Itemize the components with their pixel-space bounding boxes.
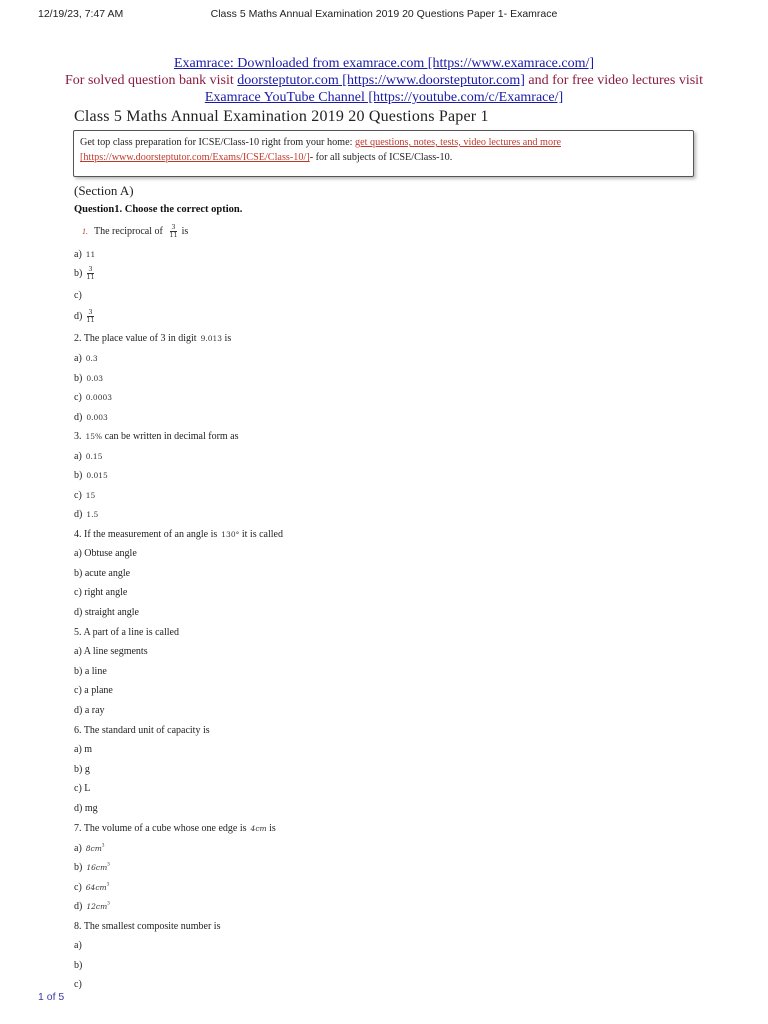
page-title: Class 5 Maths Annual Examination 2019 20 Questions Paper 1: [74, 108, 489, 125]
q4-post: it is called: [241, 529, 283, 540]
q5-option-b: b) a line: [74, 666, 107, 677]
exponent: 3: [106, 882, 110, 888]
q8-option-c: c): [74, 979, 82, 990]
print-page-title: Class 5 Maths Annual Examination 2019 20 Questions Paper 1- Examrace: [210, 8, 558, 20]
q4-option-a: a) Obtuse angle: [74, 548, 137, 559]
q3-text: can be written in decimal form as: [104, 431, 239, 442]
q7-option-b: [74, 862, 110, 873]
q1-frac-num: 3: [171, 223, 176, 231]
q5-option-c: c) a plane: [74, 685, 113, 696]
q5-option-d: d) a ray: [74, 705, 105, 716]
q2-option-c: [74, 392, 112, 403]
q3-stem: [74, 431, 239, 442]
q7-option-d: [74, 901, 110, 912]
q8-option-b: b): [74, 960, 83, 971]
banner-text-post: and for free video lectures visit: [524, 73, 703, 88]
q8-stem: 8. The smallest composite number is: [74, 921, 221, 932]
exponent: 3: [101, 843, 105, 849]
promo-text-post: - for all subjects of ICSE/Class-10.: [309, 152, 453, 163]
q2-math: 9.013: [200, 334, 223, 343]
option-value: 11: [85, 250, 96, 259]
option-label: c): [74, 290, 82, 301]
option-fraction: [86, 266, 94, 281]
promo-box: [73, 130, 694, 177]
q2-text: 2. The place value of 3 in digit: [74, 333, 197, 344]
q7-text: 7. The volume of a cube whose one edge is: [74, 823, 247, 834]
section-heading: (Section A): [74, 183, 134, 198]
q2-post: is: [224, 333, 232, 344]
promo-url-link[interactable]: [https://www.doorsteptutor.com/Exams/ICSE/Class-10/]: [80, 152, 310, 163]
q7-option-c: [74, 882, 109, 893]
option-value: 64cm: [85, 883, 107, 892]
q2-option-d: [74, 412, 108, 423]
option-label: b): [74, 470, 83, 481]
banner-text-pre: For solved question bank visit: [65, 73, 238, 88]
q5-option-a: a) A line segments: [74, 646, 148, 657]
option-label: d): [74, 310, 83, 322]
q1-text-post: is: [181, 225, 189, 237]
q3-math: 15%: [85, 432, 103, 441]
option-fraction: [86, 309, 94, 324]
q1-option-b: [74, 266, 99, 281]
option-label: d): [74, 901, 83, 912]
option-label: b): [74, 862, 83, 873]
option-value: 15: [85, 491, 96, 500]
exponent: 3: [107, 901, 110, 907]
q1-option-d: [74, 309, 99, 324]
option-value: 0.003: [86, 413, 108, 422]
option-value: 8cm: [85, 844, 102, 853]
q2-option-a: [74, 353, 98, 364]
q4-stem: [74, 529, 283, 540]
option-value: 12cm: [86, 902, 108, 911]
option-value: 0.0003: [85, 393, 113, 402]
q7-stem: [74, 823, 276, 834]
q4-option-d: d) straight angle: [74, 607, 139, 618]
option-value: 0.015: [86, 471, 108, 480]
option-label: a): [74, 353, 82, 364]
q2-stem: [74, 333, 231, 344]
option-label: c): [74, 882, 82, 893]
q5-stem: 5. A part of a line is called: [74, 627, 179, 638]
promo-text: Get top class preparation for ICSE/Class-10 right from your home:: [80, 137, 356, 148]
q1-fraction: [169, 224, 177, 239]
q3-pre: 3.: [74, 431, 82, 442]
option-label: b): [74, 373, 83, 384]
option-label: c): [74, 490, 82, 501]
option-label: c): [74, 392, 82, 403]
q2-option-b: [74, 373, 103, 384]
q6-stem: 6. The standard unit of capacity is: [74, 725, 210, 736]
youtube-channel-link[interactable]: Examrace YouTube Channel [https://youtube.com/c/Examrace/]: [204, 90, 564, 105]
option-label: a): [74, 249, 82, 260]
examrace-download-link[interactable]: Examrace: Downloaded from examrace.com [https://www.examrace.com/]: [173, 56, 595, 71]
exponent: 3: [107, 862, 110, 868]
q1-text: The reciprocal of: [94, 225, 163, 237]
q7-post: is: [269, 823, 276, 834]
q4-option-b: b) acute angle: [74, 568, 131, 579]
option-label: a): [74, 843, 82, 854]
print-datetime: 12/19/23, 7:47 AM: [38, 8, 124, 20]
q6-option-c: c) L: [74, 783, 91, 794]
q7-math: 4cm: [250, 824, 267, 833]
option-value: 0.3: [85, 354, 98, 363]
q7-option-a: [74, 843, 104, 854]
q1-option-c: [74, 290, 82, 301]
question1-heading: Question1. Choose the correct option.: [74, 204, 243, 215]
promo-link[interactable]: get questions, notes, tests, video lectures and more: [355, 137, 561, 148]
q8-option-a: a): [74, 940, 82, 951]
option-label: d): [74, 509, 83, 520]
option-value: 1.5: [86, 510, 99, 519]
frac-den: 11: [86, 273, 95, 281]
option-label: b): [74, 267, 83, 279]
q1-option-a: [74, 249, 95, 260]
option-label: d): [74, 412, 83, 423]
q1-stem: [82, 224, 188, 239]
page-number: 1 of 5: [38, 991, 65, 1003]
q6-option-a: a) m: [74, 744, 93, 755]
option-value: 16cm: [86, 863, 108, 872]
doorsteptutor-link[interactable]: doorsteptutor.com [https://www.doorsteptutor.com]: [237, 73, 525, 88]
q4-math: 130°: [221, 530, 240, 539]
doorsteptutor-banner: [0, 72, 768, 89]
q6-option-d: d) mg: [74, 803, 98, 814]
q4-option-c: c) right angle: [74, 587, 128, 598]
q3-option-d: [74, 509, 98, 520]
option-value: 0.03: [86, 374, 104, 383]
q3-option-a: [74, 451, 102, 462]
q1-marker: 1.: [82, 226, 88, 236]
q6-option-b: b) g: [74, 764, 90, 775]
frac-num: 3: [88, 265, 93, 273]
frac-num: 3: [88, 308, 93, 316]
option-label: a): [74, 451, 82, 462]
q3-option-c: [74, 490, 95, 501]
option-value: 0.15: [85, 452, 103, 461]
q1-frac-den: 11: [169, 231, 178, 239]
q3-option-b: [74, 470, 108, 481]
frac-den: 11: [86, 316, 95, 324]
q4-text: 4. If the measurement of an angle is: [74, 529, 218, 540]
